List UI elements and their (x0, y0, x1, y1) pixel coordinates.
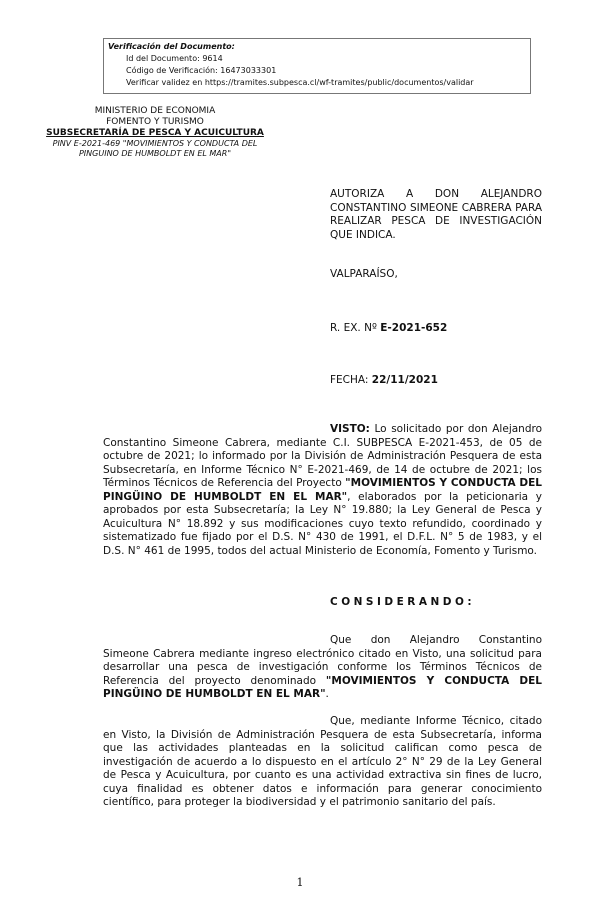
visto-label: VISTO: (330, 423, 370, 435)
ministry-name-line2: FOMENTO Y TURISMO (106, 117, 204, 127)
verification-list (108, 53, 530, 89)
reference-line-2: PINGUINO DE HUMBOLDT EN EL MAR" (78, 149, 232, 158)
verification-id: • Id del Documento: 9614 (126, 53, 530, 65)
verification-title: Verificación del Documento: (108, 42, 235, 51)
p1-project: "MOVIMIENTOS Y CONDUCTA DEL PINGÜINO DE HUMBOLDT EN EL MAR" (103, 674, 542, 700)
verification-code: • Código de Verificación: 16473033301 (126, 65, 530, 77)
subsecretaria-name: SUBSECRETARÍA DE PESCA Y ACUICULTURA (46, 128, 264, 138)
p1-text-b: . (325, 688, 329, 700)
city: VALPARAÍSO, (330, 268, 398, 280)
considerando-paragraph-1 (103, 634, 542, 702)
date-label: FECHA: (330, 374, 372, 386)
visto-paragraph (103, 423, 542, 558)
resolution-prefix: R. EX. Nº (330, 322, 381, 334)
reference-line-1: PINV E-2021-469 "MOVIMIENTOS Y CONDUCTA DEL (52, 139, 258, 148)
visto-project: "MOVIMIENTOS Y CONDUCTA DEL PINGÜINO DE HUMBOLDT EN EL MAR" (103, 477, 542, 503)
visto-text-b: , elaborados por la peticionaria y aprobados por esta Subsecretaría; la Ley N° 19.880; la Ley General de Pesca y Acuicultura N° 18.892 y sus modificaciones cuyo texto refundido, coordinado y sistematizado fue fijado por el D.S. N° 430 de 1991, el D.F.L. N° 5 de 1983, y el D.S. N° 461 de 1995, todos del actual Ministerio de Economía, Fomento y Turismo. (103, 490, 542, 557)
page-number: 1 (296, 876, 304, 889)
p1-text-a: Que don Alejandro Constantino Simeone Cabrera mediante ingreso electrónico citado en Visto, una solicitud para desarrollar una pesca de investigación conforme los Términos Técnicos de Referencia del proyecto denominado (103, 634, 542, 687)
resolution-date (330, 374, 438, 386)
verification-box (103, 38, 531, 94)
ministry-name: MINISTERIO DE ECONOMIA (94, 106, 216, 116)
verification-url[interactable]: • Verificar validez en https://tramites.subpesca.cl/wf-tramites/public/documentos/validar (126, 77, 530, 89)
authorization-summary: AUTORIZA A DON ALEJANDRO CONSTANTINO SIMEONE CABRERA PARA REALIZAR PESCA DE INVESTIGACIÓN QUE INDICA. (330, 188, 542, 241)
resolution-id: E-2021-652 (380, 322, 448, 334)
considerando-paragraph-2: Que, mediante Informe Técnico, citado en Visto, la División de Administración Pesquera de esta Subsecretaría, informa que las actividades planteadas en la solicitud califican como pesca de investigación de acuerdo a lo dispuesto en el artículo 2° N° 29 de la Ley General de Pesca y Acuicultura, por cuanto es una actividad extractiva sin fines de lucro, cuya finalidad es obtener datos e información para generar conocimiento científico, para proteger la biodiversidad y el patrimonio sanitario del país. (103, 715, 542, 808)
visto-text-a: Lo solicitado por don Alejandro Constantino Simeone Cabrera, mediante C.I. SUBPESCA E-2021-453, de 05 de octubre de 2021; lo informado por la División de Administración Pesquera de esta Subsecretaría, en Informe Técnico N° E-2021-469, de 14 de octubre de 2021; los Términos Técnicos de Referencia del Proyecto (103, 423, 542, 489)
ministry-header (30, 106, 280, 159)
considerando-heading: CONSIDERANDO: (330, 596, 476, 608)
resolution-number (330, 322, 447, 334)
date-value: 22/11/2021 (371, 374, 438, 386)
